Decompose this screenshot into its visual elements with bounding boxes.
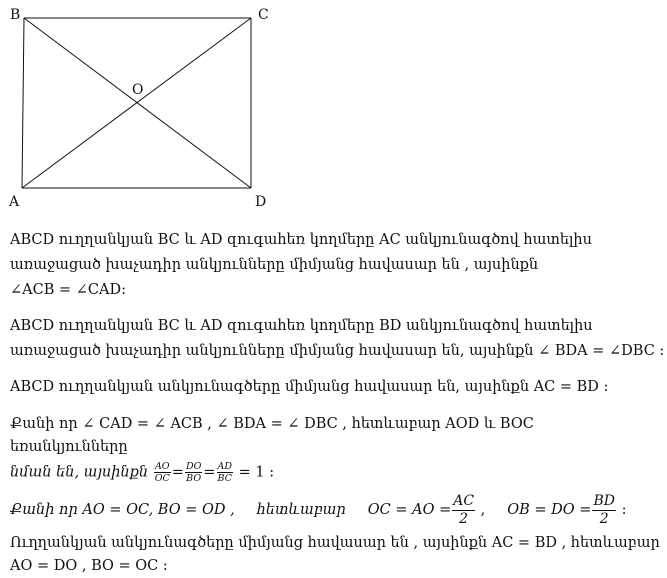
p4-line2: եռանկյունները [10, 439, 128, 455]
p5-eq2: OB = DO = [507, 502, 592, 518]
p5-eq1: OC = AO = [367, 502, 452, 518]
paragraph-1 [10, 228, 658, 303]
p1-line2: առաջացած խաչադիր անկյունները միմյանց հավասար են , այսինքն [10, 257, 539, 273]
fraction-bd-2: $\frac{BD}{2}$ [593, 492, 615, 527]
p2-line1: ABCD ուղղանկյան BC և AD զուգահեռ կողմերը BD անկյունագծով հատելիս [10, 318, 593, 334]
p5-lead: Քանի որ AO = OC, BO = OD , [10, 502, 235, 518]
paragraph-6 [10, 532, 658, 578]
p6-line1: Ուղղանկյան անկյունագծերը միմյանց հավասար են , այսինքն AC = BD , հետևաբար [10, 535, 660, 551]
paragraph-5 [10, 490, 658, 530]
fraction-ac-2: $\frac{AC}{2}$ [453, 492, 475, 527]
p4-similar-text: նման են, այսինքն [10, 464, 149, 481]
vertex-b-label: B [10, 7, 21, 23]
paragraph-3 [10, 375, 658, 400]
paragraph-4 [10, 413, 658, 485]
fraction-do-bo: $\frac{DO}{BO}$ [185, 461, 202, 484]
p3-line1: ABCD ուղղանկյան անկյունագծերը միմյանց հավասար են, այսինքն AC = BD : [10, 379, 609, 395]
p1-line3: ∠ACB = ∠CAD: [10, 282, 126, 298]
paragraph-2 [10, 314, 665, 364]
p2-line2: առաջացած խաչադիր անկյունները միմյանց հավասար են, այսինքն ∠ BDA = ∠DBC : [10, 343, 665, 359]
fraction-ad-bc: $\frac{AD}{BC}$ [217, 461, 232, 484]
center-o-label: O [132, 82, 144, 98]
p4-line1: Քանի որ ∠ CAD = ∠ ACB , ∠ BDA = ∠ DBC , հետևաբար AOD և BOC [10, 416, 534, 432]
p5-hence: հետևաբար [256, 502, 346, 518]
p6-line2: AO = DO , BO = OC : [10, 558, 168, 574]
p4-line3: նման են, այսինքն $\frac{AO}{OC}$ = $\frac{DO}{BO}$ = $\frac{AD}{BC}$ = 1 : [10, 461, 275, 484]
p5-line1: Քանի որ AO = OC, BO = OD , հետևաբար OC = AO = $\frac{AC}{2}$ , OB = DO = $\frac{BD}{2}$ : [10, 492, 627, 527]
rectangle-figure [0, 0, 300, 215]
p4-equals-one: = 1 : [238, 464, 275, 481]
side-ab [22, 18, 24, 188]
vertex-c-label: C [258, 7, 269, 23]
fraction-ao-oc: $\frac{AO}{OC}$ [154, 461, 170, 484]
p1-line1: ABCD ուղղանկյան BC և AD զուգահեռ կողմերը AC անկյունագծով հատելիս [10, 232, 592, 248]
vertex-a-label: A [9, 194, 20, 210]
vertex-d-label: D [255, 194, 267, 210]
p5-tail: : [621, 502, 627, 518]
